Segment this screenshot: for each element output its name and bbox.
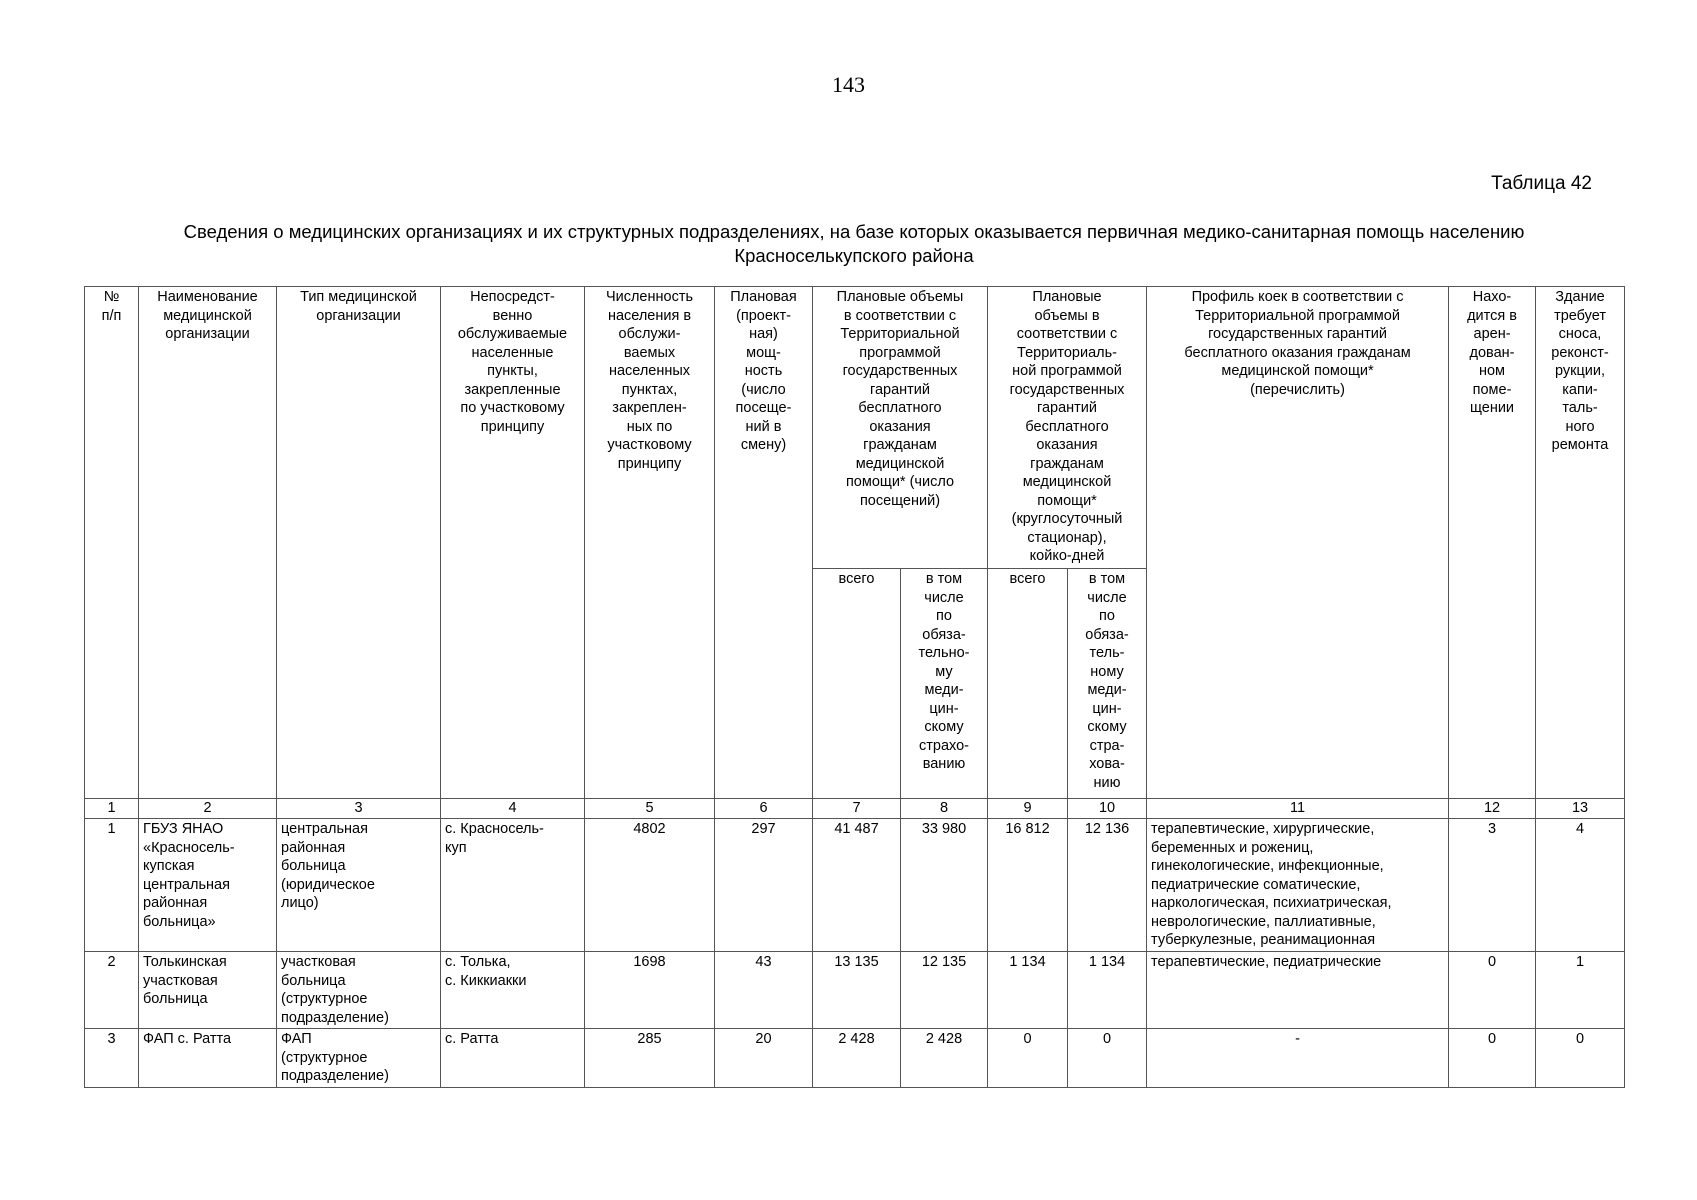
header-num: № п/п — [85, 287, 139, 799]
header-bed-days-oms: в том числе по обяза- тель- ному меди- цин- скому стра- хова- нию — [1068, 569, 1147, 799]
column-number: 11 — [1147, 799, 1449, 819]
cell-org-name: ГБУЗ ЯНАО «Красносель- купская центральная районная больница» — [139, 819, 277, 952]
column-number: 13 — [1536, 799, 1625, 819]
header-bed-days-total: всего — [988, 569, 1068, 799]
cell-building-state: 0 — [1536, 1029, 1625, 1088]
cell-org-type: ФАП (структурное подразделение) — [277, 1029, 441, 1088]
cell-bed-days-oms: 0 — [1068, 1029, 1147, 1088]
column-number: 10 — [1068, 799, 1147, 819]
title-line-1: Сведения о медицинских организациях и их структурных подразделениях, на базе которых оказывается первичная медико-санитарная помощь населению — [183, 221, 1525, 242]
cell-visits-total: 41 487 — [813, 819, 901, 952]
header-org-name: Наименование медицинской организации — [139, 287, 277, 799]
page-number: 143 — [832, 72, 865, 97]
medical-organizations-table — [84, 286, 1625, 1088]
column-number-row — [85, 799, 1625, 819]
cell-num: 1 — [85, 819, 139, 952]
cell-bed-profile: терапевтические, педиатрические — [1147, 952, 1449, 1029]
cell-bed-profile: терапевтические, хирургические, беременных и рожениц, гинекологические, инфекционные, педиатрические соматические, наркологическая, психиатрическая, неврологические, паллиативные, туберкулезные, реанимационная — [1147, 819, 1449, 952]
cell-rented: 3 — [1449, 819, 1536, 952]
header-visits-oms: в том числе по обяза- тельно- му меди- цин- скому страхо- ванию — [901, 569, 988, 799]
cell-org-type: участковая больница (структурное подразделение) — [277, 952, 441, 1029]
column-number: 8 — [901, 799, 988, 819]
cell-org-name: Толькинская участковая больница — [139, 952, 277, 1029]
cell-settlements: с. Красносель- куп — [441, 819, 585, 952]
cell-bed-days-oms: 1 134 — [1068, 952, 1147, 1029]
cell-bed-days-total: 0 — [988, 1029, 1068, 1088]
header-bed-profile: Профиль коек в соответствии с Территориальной программой государственных гарантий бесплатного оказания гражданам медицинской помощи* (перечислить) — [1147, 287, 1449, 799]
document-title — [84, 220, 1624, 268]
header-capacity: Плановая (проект- ная) мощ- ность (число посеще- ний в смену) — [715, 287, 813, 799]
title-line-2: Красноселькупского района — [734, 245, 974, 266]
column-number: 1 — [85, 799, 139, 819]
column-number: 9 — [988, 799, 1068, 819]
cell-bed-days-oms: 12 136 — [1068, 819, 1147, 952]
header-population: Численность населения в обслужи- ваемых населенных пунктах, закреплен- ных по участковому принципу — [585, 287, 715, 799]
cell-capacity: 20 — [715, 1029, 813, 1088]
cell-num: 3 — [85, 1029, 139, 1088]
cell-visits-oms: 33 980 — [901, 819, 988, 952]
cell-population: 1698 — [585, 952, 715, 1029]
cell-building-state: 4 — [1536, 819, 1625, 952]
header-settlements: Непосредст- венно обслуживаемые населенные пункты, закрепленные по участковому принципу — [441, 287, 585, 799]
header-rented: Нахо- дится в арен- дован- ном поме- щении — [1449, 287, 1536, 799]
cell-capacity: 43 — [715, 952, 813, 1029]
header-visits-total: всего — [813, 569, 901, 799]
table-row — [85, 1029, 1625, 1088]
column-number: 2 — [139, 799, 277, 819]
column-number: 7 — [813, 799, 901, 819]
cell-rented: 0 — [1449, 1029, 1536, 1088]
cell-bed-days-total: 1 134 — [988, 952, 1068, 1029]
column-number: 6 — [715, 799, 813, 819]
column-number: 12 — [1449, 799, 1536, 819]
table-label: Таблица 42 — [1491, 173, 1592, 194]
cell-rented: 0 — [1449, 952, 1536, 1029]
cell-org-name: ФАП с. Ратта — [139, 1029, 277, 1088]
header-org-type: Тип медицинской организации — [277, 287, 441, 799]
column-number: 3 — [277, 799, 441, 819]
cell-visits-oms: 12 135 — [901, 952, 988, 1029]
table-row — [85, 819, 1625, 952]
header-row-1 — [85, 287, 1625, 569]
cell-visits-total: 13 135 — [813, 952, 901, 1029]
cell-org-type: центральная районная больница (юридическое лицо) — [277, 819, 441, 952]
header-planned-visits: Плановые объемы в соответствии с Территориальной программой государственных гарантий бесплатного оказания гражданам медицинской помощи* (число посещений) — [813, 287, 988, 569]
column-number: 4 — [441, 799, 585, 819]
cell-visits-oms: 2 428 — [901, 1029, 988, 1088]
cell-num: 2 — [85, 952, 139, 1029]
cell-bed-profile: - — [1147, 1029, 1449, 1088]
cell-settlements: с. Толька, с. Киккиакки — [441, 952, 585, 1029]
cell-building-state: 1 — [1536, 952, 1625, 1029]
cell-bed-days-total: 16 812 — [988, 819, 1068, 952]
header-building-state: Здание требует сноса, реконст- рукции, капи- таль- ного ремонта — [1536, 287, 1625, 799]
column-number: 5 — [585, 799, 715, 819]
table-row — [85, 952, 1625, 1029]
cell-capacity: 297 — [715, 819, 813, 952]
cell-population: 4802 — [585, 819, 715, 952]
cell-visits-total: 2 428 — [813, 1029, 901, 1088]
cell-settlements: с. Ратта — [441, 1029, 585, 1088]
header-planned-bed-days: Плановые объемы в соответствии с Территориаль- ной программой государственных гарантий бесплатного оказания гражданам медицинской помощи* (круглосуточный стационар), койко-дней — [988, 287, 1147, 569]
cell-population: 285 — [585, 1029, 715, 1088]
